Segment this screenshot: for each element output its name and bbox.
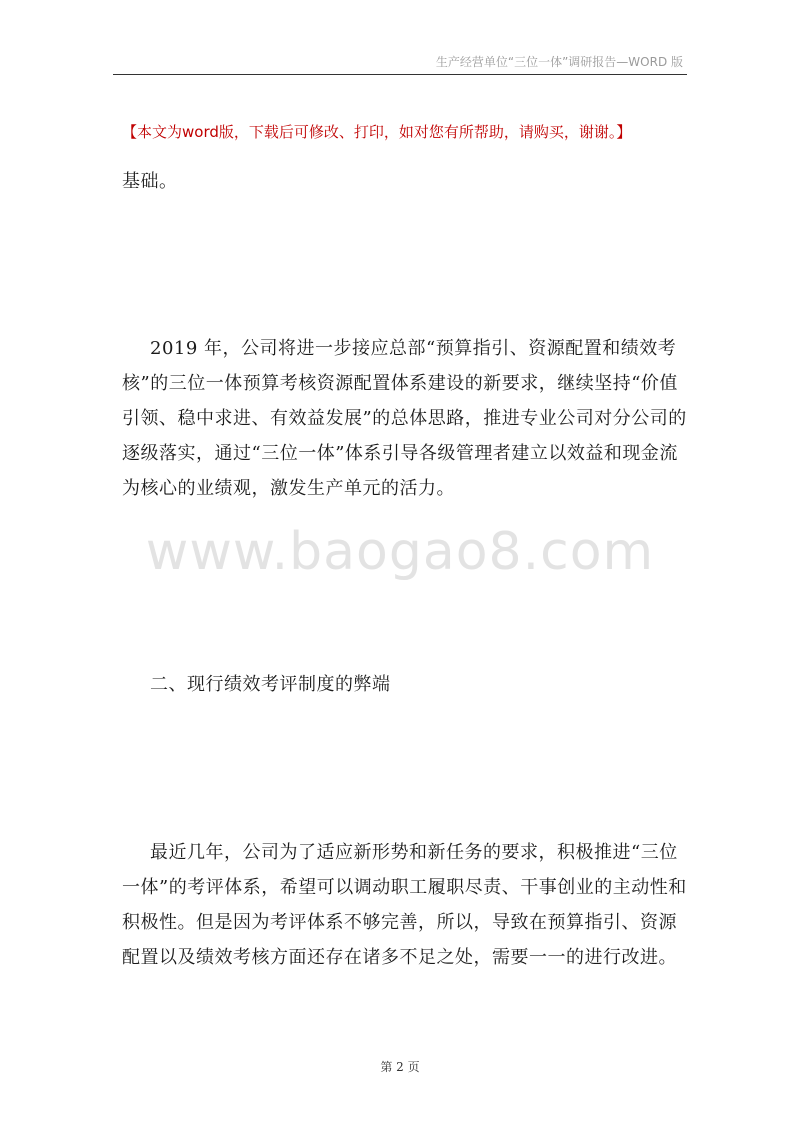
purchase-notice: 【本文为word版，下载后可修改、打印，如对您有所帮助，请购买，谢谢。】 — [122, 123, 632, 141]
paragraph-recent-years: 最近几年，公司为了适应新形势和新任务的要求，积极推进“三位一体”的考评体系，希望可以调动职工履职尽责、干事创业的主动性和积极性。但是因为考评体系不够完善，所以，导致在预算指引、资源配置以及绩效考核方面还存在诸多不足之处，需要一一的进行改进。 — [122, 842, 687, 968]
paragraph-continuation: 基础。 — [122, 171, 178, 192]
paragraph-2019-plan: 2019 年，公司将进一步接应总部“预算指引、资源配置和绩效考核”的三位一体预算考核资源配置体系建设的新要求，继续坚持“价值引领、稳中求进、有效益发展”的总体思路，推进专业公司对分公司的逐级落实，通过“三位一体”体系引导各级管理者建立以效益和现金流为核心的业绩观，激发生产单元的活力。 — [122, 338, 687, 499]
running-header: 生产经营单位“三位一体”调研报告—WORD 版 — [435, 55, 683, 69]
header-divider — [113, 74, 687, 75]
watermark: www.baogao8.com — [145, 522, 655, 582]
section-heading: 二、现行绩效考评制度的弊端 — [150, 674, 391, 695]
page-number: 第 2 页 — [380, 1060, 420, 1074]
